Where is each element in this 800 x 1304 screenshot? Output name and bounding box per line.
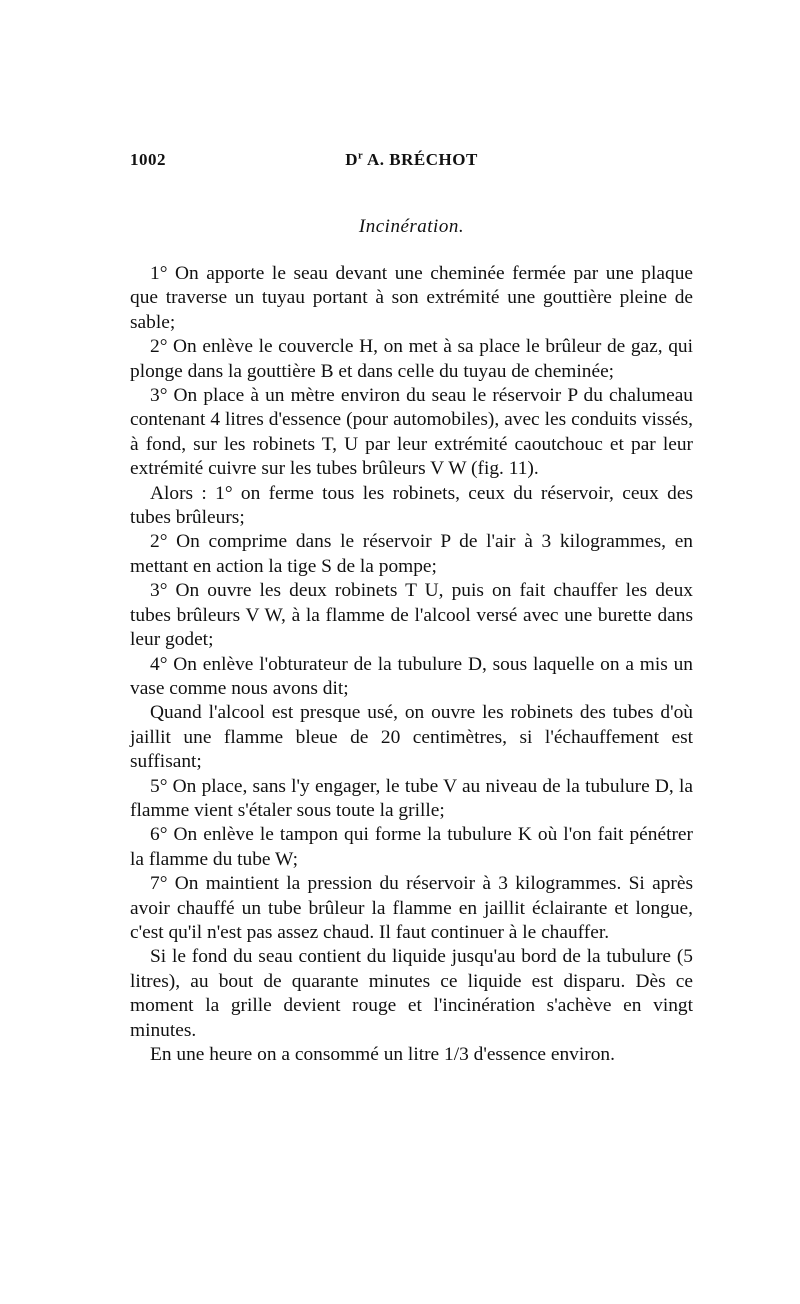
- paragraph-consommation: En une heure on a consommé un litre 1/3 d'essence environ.: [150, 1044, 615, 1065]
- paragraph-alors-1: Alors : 1° on ferme tous les robinets, ceux du réservoir, ceux des tubes brûleurs;: [130, 482, 693, 529]
- body-text: [130, 262, 693, 1067]
- paragraph-step-3: 3° On place à un mètre environ du seau le réservoir P du chalumeau contenant 4 litres d'essence (pour automobiles), avec les conduits vissés, à fond, sur les robinets T, U par leur extrémité caoutchouc et par leur extrémité cuivre sur les tubes brûleurs V W (fig. 11).: [130, 385, 693, 480]
- page-number: 1002: [130, 150, 166, 169]
- paragraph-alors-5: 5° On place, sans l'y engager, le tube V au niveau de la tubulure D, la flamme vient s'étaler sous toute la grille;: [130, 775, 693, 821]
- paragraph-alors-7: 7° On maintient la pression du réservoir à 3 kilogrammes. Si après avoir chauffé un tube brûleur la flamme en jaillit éclairante et longue, c'est qu'il n'est pas assez chaud. Il faut continuer à le chauffer.: [130, 873, 693, 943]
- paragraph-alors-6: 6° On enlève le tampon qui forme la tubulure K où l'on fait pénétrer la flamme du tube W;: [130, 824, 693, 870]
- paragraph-fond-du-seau: Si le fond du seau contient du liquide jusqu'au bord de la tubulure (5 litres), au bout de quarante minutes ce liquide est disparu. Dès ce moment la grille devient rouge et l'incinération s'achève en vingt minutes.: [130, 946, 693, 1041]
- section-title: Incinération.: [358, 216, 465, 237]
- paragraph-alors-4: 4° On enlève l'obturateur de la tubulure D, sous laquelle on a mis un vase comme nous avons dit;: [130, 653, 693, 699]
- paragraph-alors-2: 2° On comprime dans le réservoir P de l'air à 3 kilogrammes, en mettant en action la tige S de la pompe;: [130, 531, 693, 577]
- running-head: [130, 150, 693, 174]
- running-title: $D^r$ A. BRÉCHOT: [345, 150, 478, 169]
- paragraph-quand: Quand l'alcool est presque usé, on ouvre les robinets des tubes d'où jaillit une flamme bleue de 20 centimètres, si l'échauffement est suffisant;: [130, 702, 693, 773]
- paragraph-alors-3: 3° On ouvre les deux robinets T U, puis on fait chauffer les deux tubes brûleurs V W, à la flamme de l'alcool versé avec une burette dans leur godet;: [130, 580, 693, 651]
- paragraph-step-1: 1° On apporte le seau devant une cheminée fermée par une plaque que traverse un tuyau portant à son extrémité une gouttière pleine de sable;: [130, 263, 693, 333]
- paragraph-step-2: 2° On enlève le couvercle H, on met à sa place le brûleur de gaz, qui plonge dans la gouttière B et dans celle du tuyau de cheminée;: [130, 336, 693, 382]
